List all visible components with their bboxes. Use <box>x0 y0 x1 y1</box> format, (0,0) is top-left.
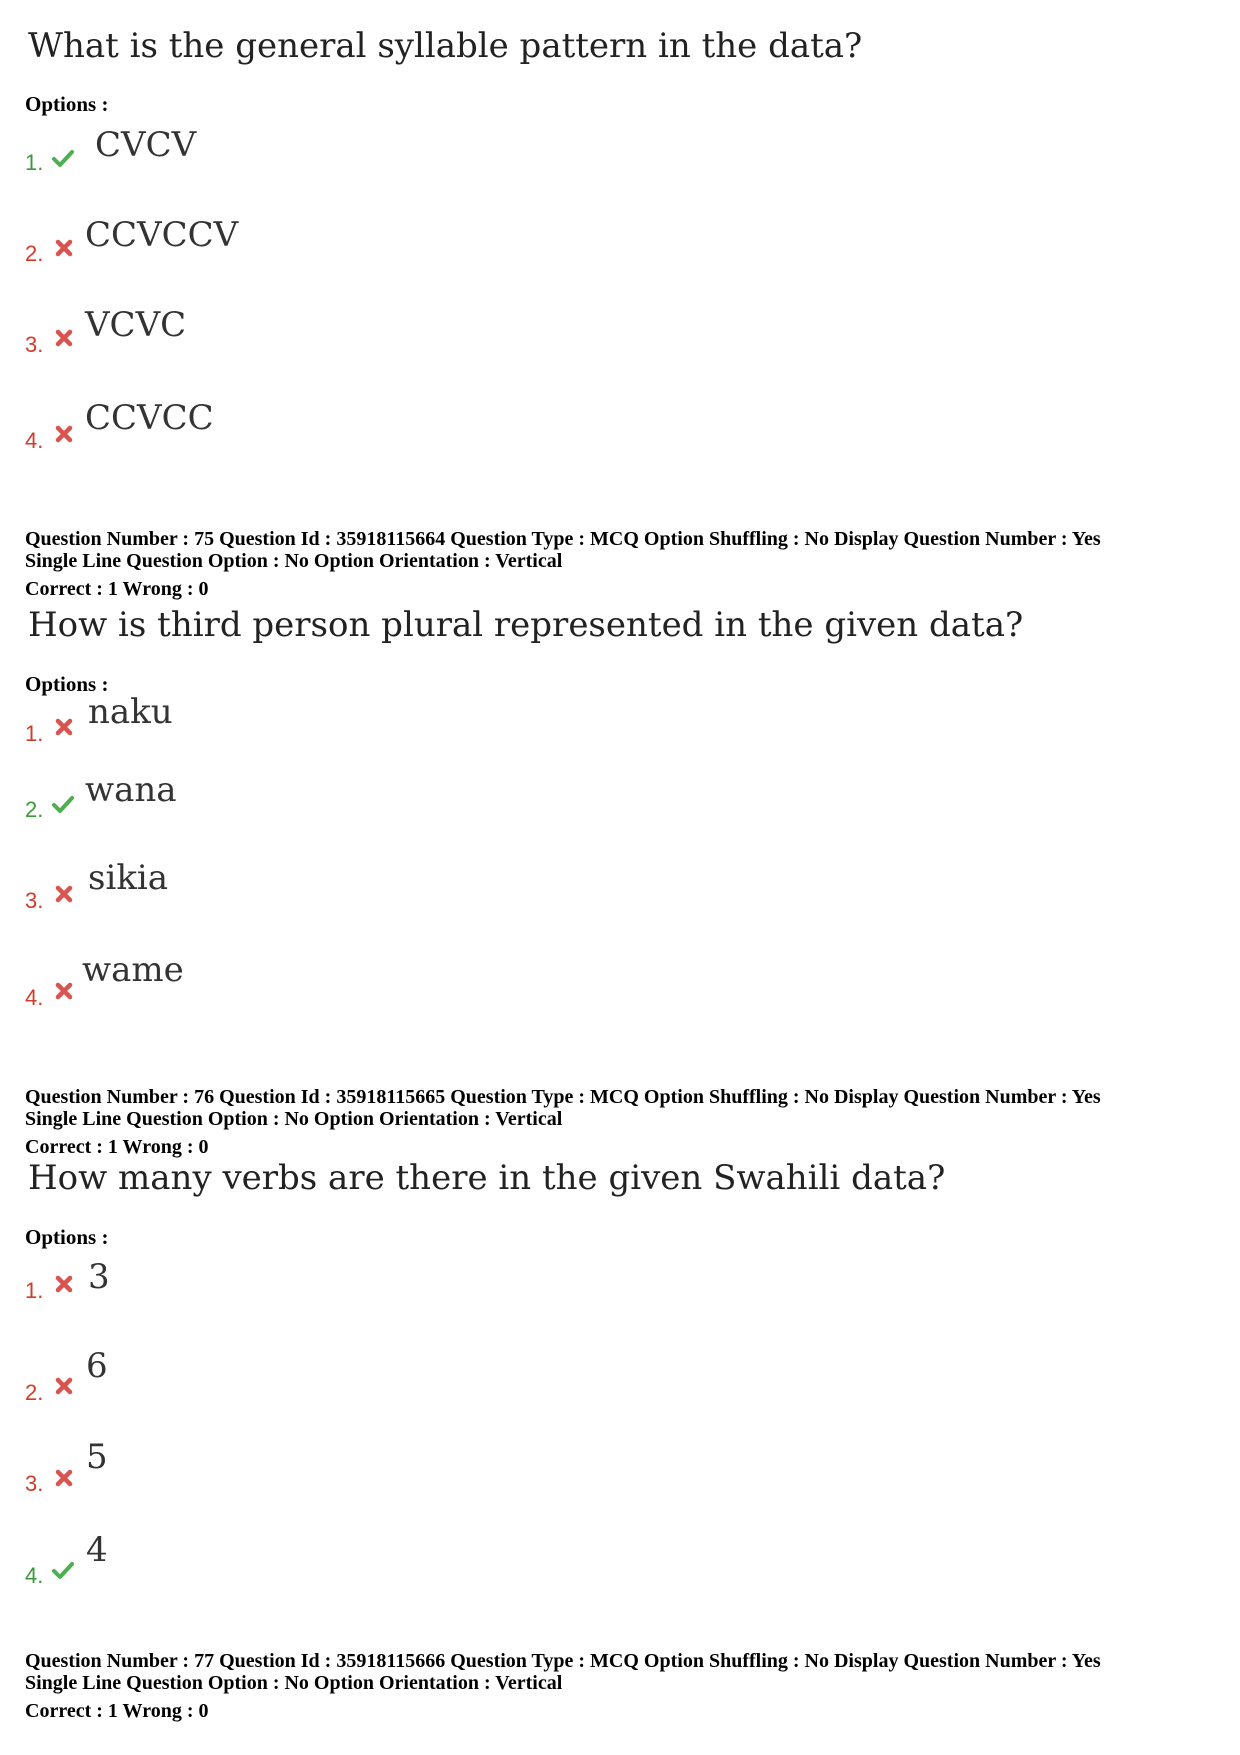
option-text: wame <box>82 950 184 990</box>
cross-icon <box>52 882 76 906</box>
option-text: 4 <box>86 1530 108 1570</box>
question-meta-line: Single Line Question Option : No Option Orientation : Vertical <box>25 1672 563 1694</box>
option-number: 3. <box>25 1471 44 1496</box>
option-text: 6 <box>86 1346 108 1386</box>
option-number: 4. <box>25 985 44 1010</box>
option-text: 3 <box>88 1257 110 1297</box>
cross-icon <box>52 715 76 739</box>
option-number: 2. <box>25 1380 44 1405</box>
option-text: wana <box>85 770 177 810</box>
cross-icon <box>52 236 76 260</box>
question-meta-line: Question Number : 77 Question Id : 35918115666 Question Type : MCQ Option Shuffling : No Display Question Number : Yes <box>25 1650 1101 1672</box>
options-label: Options : <box>25 672 109 696</box>
question-text: What is the general syllable pattern in the data? <box>28 26 863 66</box>
options-label: Options : <box>25 92 109 116</box>
marks-line: Correct : 1 Wrong : 0 <box>25 1136 209 1158</box>
cross-icon <box>52 422 76 446</box>
question-meta-line: Question Number : 75 Question Id : 35918115664 Question Type : MCQ Option Shuffling : No Display Question Number : Yes <box>25 528 1101 550</box>
question-meta-line: Single Line Question Option : No Option Orientation : Vertical <box>25 550 563 572</box>
option-number: 2. <box>25 241 44 266</box>
option-text: CCVCCV <box>85 215 239 255</box>
cross-icon <box>52 326 76 350</box>
question-meta-line: Question Number : 76 Question Id : 35918115665 Question Type : MCQ Option Shuffling : No Display Question Number : Yes <box>25 1086 1101 1108</box>
option-number: 4. <box>25 1563 44 1588</box>
check-icon <box>51 792 75 816</box>
question-text: How is third person plural represented in the given data? <box>28 605 1024 645</box>
check-icon <box>51 1558 75 1582</box>
option-number: 1. <box>25 721 44 746</box>
check-icon <box>51 146 75 170</box>
option-number: 1. <box>25 1278 44 1303</box>
option-number: 2. <box>25 797 44 822</box>
cross-icon <box>52 1272 76 1296</box>
option-text: sikia <box>88 858 169 898</box>
question-meta-line: Single Line Question Option : No Option Orientation : Vertical <box>25 1108 563 1130</box>
marks-line: Correct : 1 Wrong : 0 <box>25 578 209 600</box>
option-text: CCVCC <box>85 398 214 438</box>
option-text: CVCV <box>95 125 197 165</box>
option-number: 4. <box>25 428 44 453</box>
option-number: 3. <box>25 332 44 357</box>
options-label: Options : <box>25 1225 109 1249</box>
option-number: 1. <box>25 150 44 175</box>
question-text: How many verbs are there in the given Swahili data? <box>28 1158 946 1198</box>
cross-icon <box>52 1374 76 1398</box>
cross-icon <box>52 1466 76 1490</box>
cross-icon <box>52 979 76 1003</box>
option-number: 3. <box>25 888 44 913</box>
marks-line: Correct : 1 Wrong : 0 <box>25 1700 209 1722</box>
option-text: VCVC <box>85 305 187 345</box>
option-text: naku <box>88 692 173 732</box>
option-text: 5 <box>86 1437 108 1477</box>
